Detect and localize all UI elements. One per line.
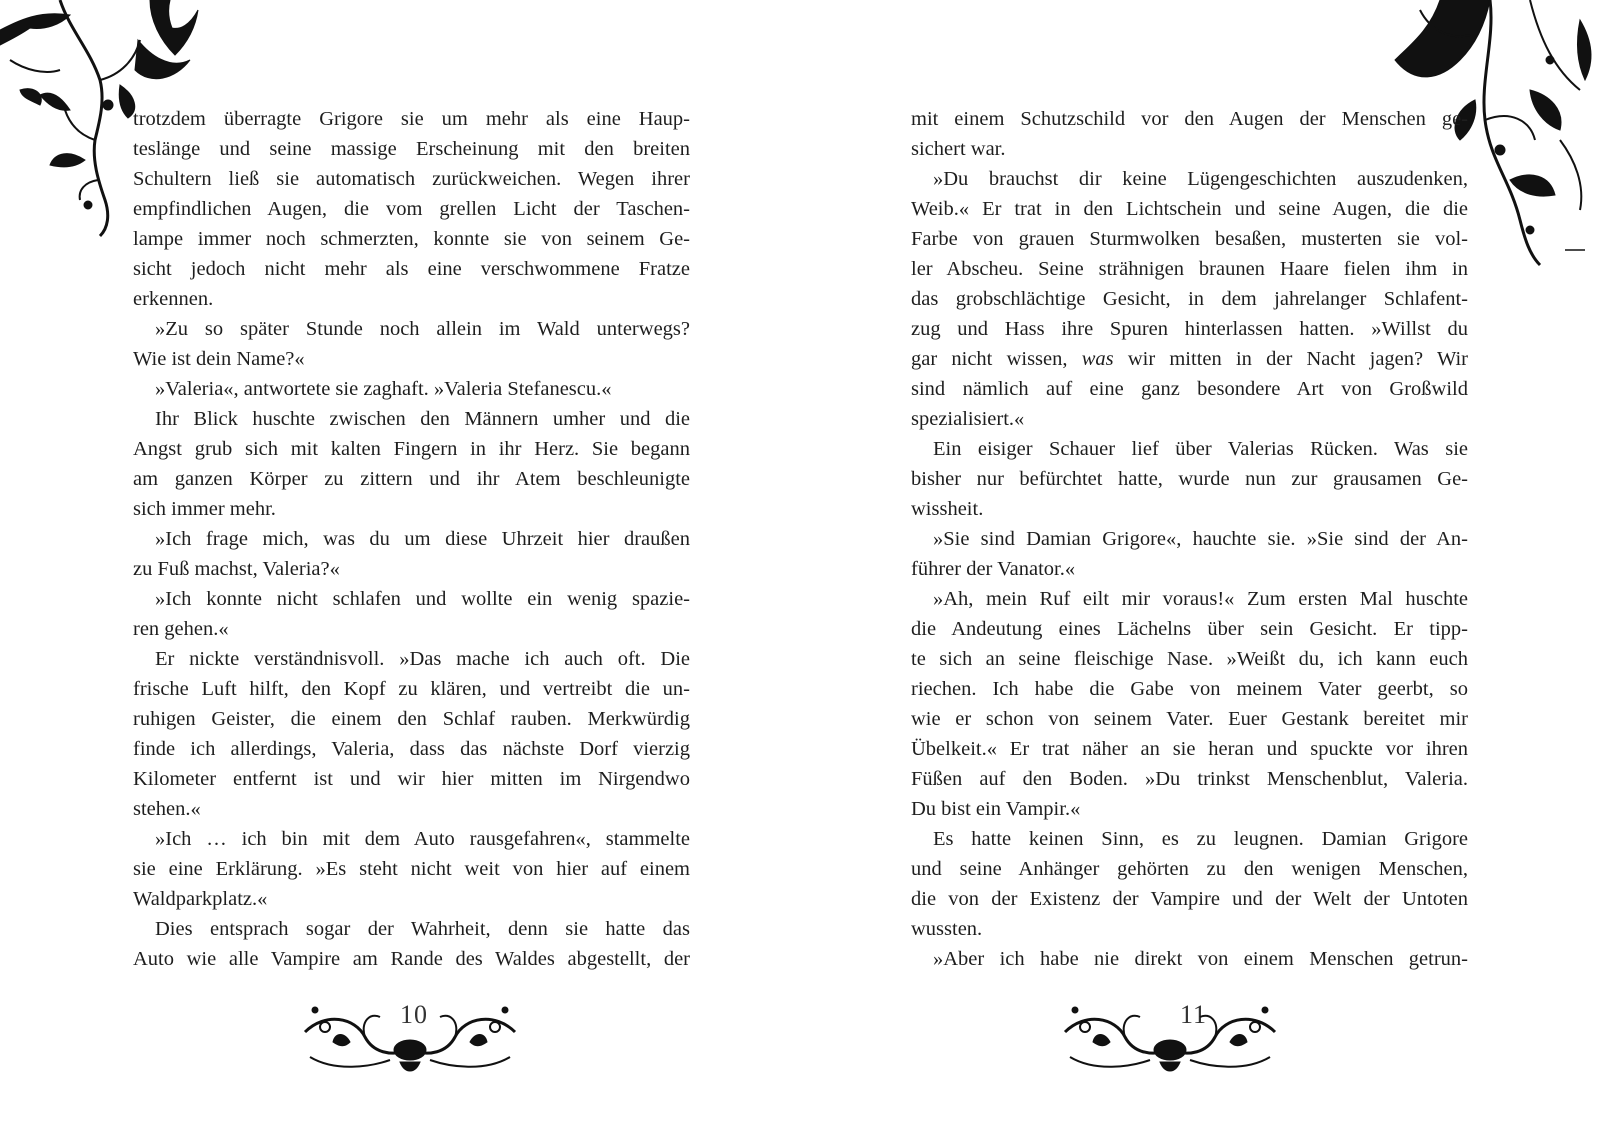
text-line: das grobschlächtige Gesicht, in dem jahrelanger Schlafent- (911, 288, 1468, 310)
text-line: finde ich allerdings, Valeria, dass das nächste Dorf vierzig (133, 738, 690, 760)
text-line: wissheit. (911, 498, 984, 520)
text-line: führer der Vanator.« (911, 558, 1076, 580)
text-line: lampe immer noch schmerzten, konnte sie von seinem Ge- (133, 228, 690, 250)
text-line: ler Abscheu. Seine strähnigen braunen Haare fielen ihm in (911, 258, 1468, 280)
text-line: Übelkeit.« Er trat näher an sie heran und spuckte vor ihren (911, 738, 1468, 760)
text-line: stehen.« (133, 798, 201, 820)
text-line: riechen. Ich habe die Gabe von meinem Vater geerbt, so (911, 678, 1468, 700)
footer-scroll-ornament-left (295, 1002, 525, 1082)
text-line: trotzdem überragte Grigore sie um mehr als eine Haup- (133, 108, 690, 130)
text-line: sichert war. (911, 138, 1006, 160)
text-line: am ganzen Körper zu zittern und ihr Atem beschleunigte (133, 468, 690, 490)
text-line: te sich an seine fleischige Nase. »Weißt du, ich kann euch (911, 648, 1468, 670)
text-line: »Ich … ich bin mit dem Auto rausgefahren«, stammelte (155, 828, 690, 850)
text-line: ren gehen.« (133, 618, 229, 640)
text-line: Ihr Blick huschte zwischen den Männern umher und die (155, 408, 690, 430)
page-number: 10 (400, 1000, 428, 1029)
text-line: und seine Anhänger gehörten zu den wenigen Menschen, (911, 858, 1468, 880)
text-line: »Ich frage mich, was du um diese Uhrzeit hier draußen (155, 528, 690, 550)
text-line: Kilometer entfernt ist und wir hier mitten im Nirgendwo (133, 768, 690, 790)
footer-scroll-ornament-right (1055, 1002, 1285, 1082)
text-line: Wie ist dein Name?« (133, 348, 305, 370)
text-line: Angst grub sich mit kalten Fingern in ihr Herz. Sie begann (133, 438, 690, 460)
text-line: die von der Existenz der Vampire und der Welt der Untoten (911, 888, 1468, 910)
text-line: Farbe von grauen Sturmwolken besaßen, musterten sie vol- (911, 228, 1468, 250)
text-line: zug und Hass ihre Spuren hinterlassen hatten. »Willst du (911, 318, 1468, 340)
text-line: sind nämlich auf eine ganz besondere Art von Großwild (911, 378, 1468, 400)
text-line: die Andeutung eines Lächelns über sein Gesicht. Er tipp- (911, 618, 1468, 640)
emphasis-word: was (1081, 348, 1114, 370)
text-line: Füßen auf den Boden. »Du trinkst Menschenblut, Valeria. (911, 768, 1468, 790)
text-line: erkennen. (133, 288, 214, 310)
body-text-left (133, 104, 690, 974)
right-page (800, 0, 1600, 1138)
text-line: »Ah, mein Ruf eilt mir voraus!« Zum ersten Mal huschte (933, 588, 1468, 610)
text-line: Du bist ein Vampir.« (911, 798, 1081, 820)
text-line: Waldparkplatz.« (133, 888, 268, 910)
text-line: Ein eisiger Schauer lief über Valerias Rücken. Was sie (933, 438, 1468, 460)
text-line: »Ich konnte nicht schlafen und wollte ein wenig spazie- (155, 588, 690, 610)
text-line: gar nicht wissen, was wir mitten in der Nacht jagen? Wir (911, 348, 1468, 370)
text-line: bisher nur befürchtet hatte, wurde nun zur grausamen Ge- (911, 468, 1468, 490)
text-line: zu Fuß machst, Valeria?« (133, 558, 340, 580)
text-line: sicht jedoch nicht mehr als eine verschwommene Fratze (133, 258, 690, 280)
text-line: wussten. (911, 918, 983, 940)
text-line: sich immer mehr. (133, 498, 276, 520)
text-line: »Sie sind Damian Grigore«, hauchte sie. »Sie sind der An- (933, 528, 1468, 550)
text-line: wie er schon von seinem Vater. Euer Gestank bereitet mir (911, 708, 1468, 730)
text-line: Es hatte keinen Sinn, es zu leugnen. Damian Grigore (933, 828, 1468, 850)
text-line: Dies entsprach sogar der Wahrheit, denn sie hatte das (155, 918, 690, 940)
page-number: 11 (1180, 1000, 1208, 1029)
text-line: »Aber ich habe nie direkt von einem Menschen getrun- (933, 948, 1468, 970)
text-line: Er nickte verständnisvoll. »Das mache ich auch oft. Die (155, 648, 690, 670)
text-line: teslänge und seine massige Erscheinung mit den breiten (133, 138, 690, 160)
text-line: »Du brauchst dir keine Lügengeschichten auszudenken, (933, 168, 1468, 190)
text-line: »Zu so später Stunde noch allein im Wald unterwegs? (155, 318, 690, 340)
text-line: Weib.« Er trat in den Lichtschein und seine Augen, die die (911, 198, 1468, 220)
text-line: spezialisiert.« (911, 408, 1025, 430)
body-text-right (911, 104, 1468, 974)
text-line: »Valeria«, antwortete sie zaghaft. »Valeria Stefanescu.« (155, 378, 612, 400)
text-line: Auto wie alle Vampire am Rande des Waldes abgestellt, der (133, 948, 690, 970)
text-line: empfindlichen Augen, die vom grellen Licht der Taschen- (133, 198, 690, 220)
text-line: ruhigen Geister, die einem den Schlaf rauben. Merkwürdig (133, 708, 690, 730)
text-line: mit einem Schutzschild vor den Augen der Menschen ge- (911, 108, 1468, 130)
text-line: Schultern ließ sie automatisch zurückweichen. Wegen ihrer (133, 168, 690, 190)
text-line: frische Luft hilft, den Kopf zu klären, und vertreibt die un- (133, 678, 690, 700)
text-line: sie eine Erklärung. »Es steht nicht weit von hier auf einem (133, 858, 690, 880)
